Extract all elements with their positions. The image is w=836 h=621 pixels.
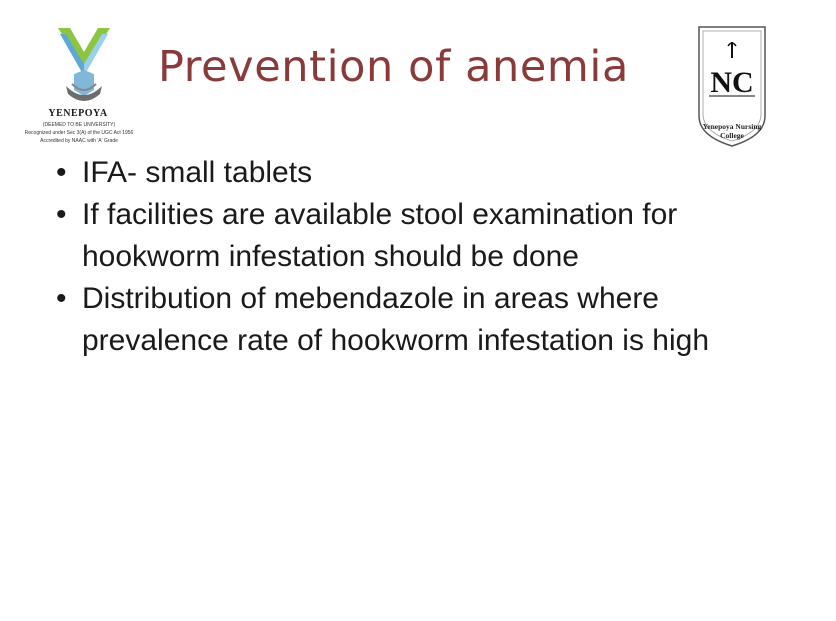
bullet-glyph: • [56, 198, 67, 231]
bullet-text: If facilities are available stool examination for hookworm infestation should be done [82, 198, 678, 273]
logo-left-line2: Recognized under Sec 3(A) of the UGC Act 1956 [24, 130, 134, 136]
logo-right-monogram: NC [710, 66, 754, 99]
bullet-text: Distribution of mebendazole in areas where prevalence rate of hookworm infestation is high [82, 282, 710, 357]
logo-left-line3: Accredited by NAAC with 'A' Grade [40, 138, 118, 144]
university-crest-icon [54, 24, 114, 106]
slide-title: Prevention of anemia [158, 42, 629, 92]
bullet-item [56, 278, 796, 362]
logo-left-name: YENEPOYA [48, 108, 108, 119]
bullet-text: IFA- small tablets [82, 156, 313, 189]
logo-right-institution: Yenepoya Nursing College [702, 122, 762, 140]
bullet-item [56, 152, 796, 194]
yenepoya-university-logo [24, 24, 142, 152]
bullet-glyph: • [56, 282, 67, 315]
bullet-list [56, 152, 796, 362]
bullet-item [56, 194, 796, 278]
yenepoya-nursing-college-logo [696, 24, 768, 150]
logo-left-line1: (DEEMED TO BE UNIVERSITY) [42, 122, 116, 128]
bullet-glyph: • [56, 156, 67, 189]
